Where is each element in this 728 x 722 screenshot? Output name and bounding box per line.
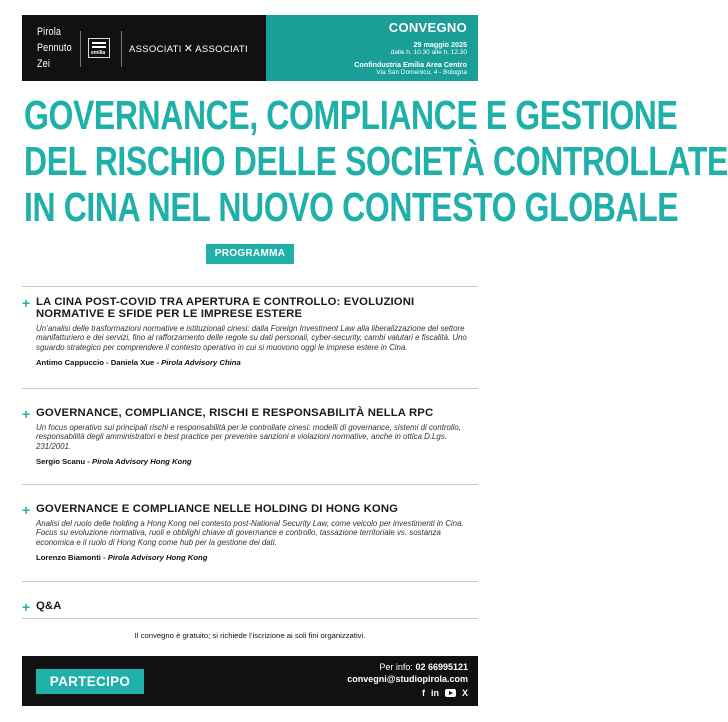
facebook-icon[interactable]: f xyxy=(421,688,425,698)
section-title: GOVERNANCE, COMPLIANCE, RISCHI E RESPONSABILITÀ NELLA RPC xyxy=(36,407,434,419)
logo-divider xyxy=(121,31,122,67)
section-title: LA CINA POST-COVID TRA APERTURA E CONTROLLO: EVOLUZIONI NORMATIVE E SFIDE PER LE IMPRESE ESTERE xyxy=(36,296,415,320)
associati-x-icon: ✕ xyxy=(183,43,194,55)
program-section xyxy=(22,296,478,367)
title-line: DEL RISCHIO DELLE SOCIETÀ CONTROLLATE xyxy=(24,138,728,184)
event-address: Via San Domenico, 4 - Bologna xyxy=(376,69,467,76)
event-date: 29 maggio 2025 xyxy=(413,40,467,49)
email-link[interactable]: convegni@studiopirola.com xyxy=(347,674,468,684)
associati-text: ASSOCIATI xyxy=(195,44,248,55)
section-description: Un’analisi delle trasformazioni normative e istituzionali cinesi: dalla Foreign Investment Law alla liberalizzazione del settore manifatturiero e dei servizi, fino al rafforzamento delle regole su dati personali, cyber-security, cambi valutari e fiscalità. Uno sguardo strategico per comprendere il contesto operativo in cui si muovono oggi le imprese estere in Cina. xyxy=(36,324,467,352)
speaker-names: Sergio Scanu - xyxy=(36,456,92,466)
program-section xyxy=(22,407,478,466)
associati-logo xyxy=(129,42,248,55)
youtube-icon[interactable] xyxy=(445,689,456,697)
free-registration-note: Il convegno è gratuito; si richiede l’iscrizione ai soli fini organizzativi. xyxy=(134,631,366,640)
partecipo-button[interactable]: PARTECIPO xyxy=(36,669,144,694)
divider xyxy=(22,286,478,287)
logo-line: Pirola xyxy=(37,26,62,38)
programma-badge: PROGRAMMA xyxy=(206,244,294,264)
speaker-names: Lorenzo Biamonti - xyxy=(36,552,108,562)
header xyxy=(22,15,478,81)
section-description: Un focus operativo sui principali rischi e responsabilità per le controllate cinesi: modelli di governance, sistemi di controllo, responsabilità degli amministratori e best practice per prevenire sanzioni e violazioni normative, anche in ottica D.Lgs. 231/2001. xyxy=(36,423,461,451)
section-title: Q&A xyxy=(36,600,62,612)
event-type-label: CONVEGNO xyxy=(388,20,467,35)
page-title xyxy=(24,92,728,230)
logo-line: Pennuto xyxy=(37,42,72,54)
logo-line: Zei xyxy=(37,58,51,70)
title-line: IN CINA NEL NUOVO CONTESTO GLOBALE xyxy=(24,184,679,230)
plus-icon: + xyxy=(22,502,31,518)
speaker-names: Antimo Cappuccio - Daniela Xue - xyxy=(36,357,162,367)
event-info-box xyxy=(266,15,478,81)
linkedin-icon[interactable]: in xyxy=(430,688,439,698)
logo-divider xyxy=(80,31,81,67)
pirola-logo xyxy=(37,24,72,72)
event-venue: Confindustria Emilia Area Centro xyxy=(354,60,467,69)
footer xyxy=(22,656,478,706)
section-speakers xyxy=(36,457,478,466)
contact-info xyxy=(347,661,468,698)
section-speakers xyxy=(36,553,478,562)
emilia-logo-mark xyxy=(92,42,106,48)
x-twitter-icon[interactable]: X xyxy=(461,688,468,698)
divider xyxy=(22,618,478,619)
divider xyxy=(22,581,478,582)
divider xyxy=(22,388,478,389)
plus-icon: + xyxy=(22,295,31,311)
program-section xyxy=(22,599,478,615)
divider xyxy=(22,484,478,485)
section-title: GOVERNANCE E COMPLIANCE NELLE HOLDING DI HONG KONG xyxy=(36,503,399,515)
program-section xyxy=(22,503,478,562)
social-links xyxy=(347,688,468,698)
title-line: GOVERNANCE, COMPLIANCE E GESTIONE xyxy=(24,92,678,138)
logo-bar xyxy=(22,15,266,81)
phone-number[interactable]: 02 66995121 xyxy=(415,662,468,672)
section-speakers xyxy=(36,358,478,367)
speaker-affiliation: Pirola Advisory Hong Kong xyxy=(91,456,192,466)
section-description: Analisi del ruolo delle holding a Hong Kong nel contesto post-National Security Law, come veicolo per investimenti in Cina. Focus su evoluzione normativa, ruoli e obblighi chiave di governance e controllo, tassazione territoriale vs. sostanza economica e il ruolo di Hong Kong come hub per la gestione dei dati. xyxy=(36,519,464,547)
phone-line xyxy=(347,661,468,673)
associati-text: ASSOCIATI xyxy=(129,44,182,55)
info-label: Per info: xyxy=(379,662,416,672)
event-time: dalle h. 10.30 alle h. 12.30 xyxy=(390,49,467,56)
speaker-affiliation: Pirola Advisory Hong Kong xyxy=(107,552,208,562)
plus-icon: + xyxy=(22,599,31,615)
speaker-affiliation: Pirola Advisory China xyxy=(161,357,241,367)
emilia-logo xyxy=(88,38,110,58)
emilia-logo-word: emilia xyxy=(91,50,106,56)
plus-icon: + xyxy=(22,406,31,422)
